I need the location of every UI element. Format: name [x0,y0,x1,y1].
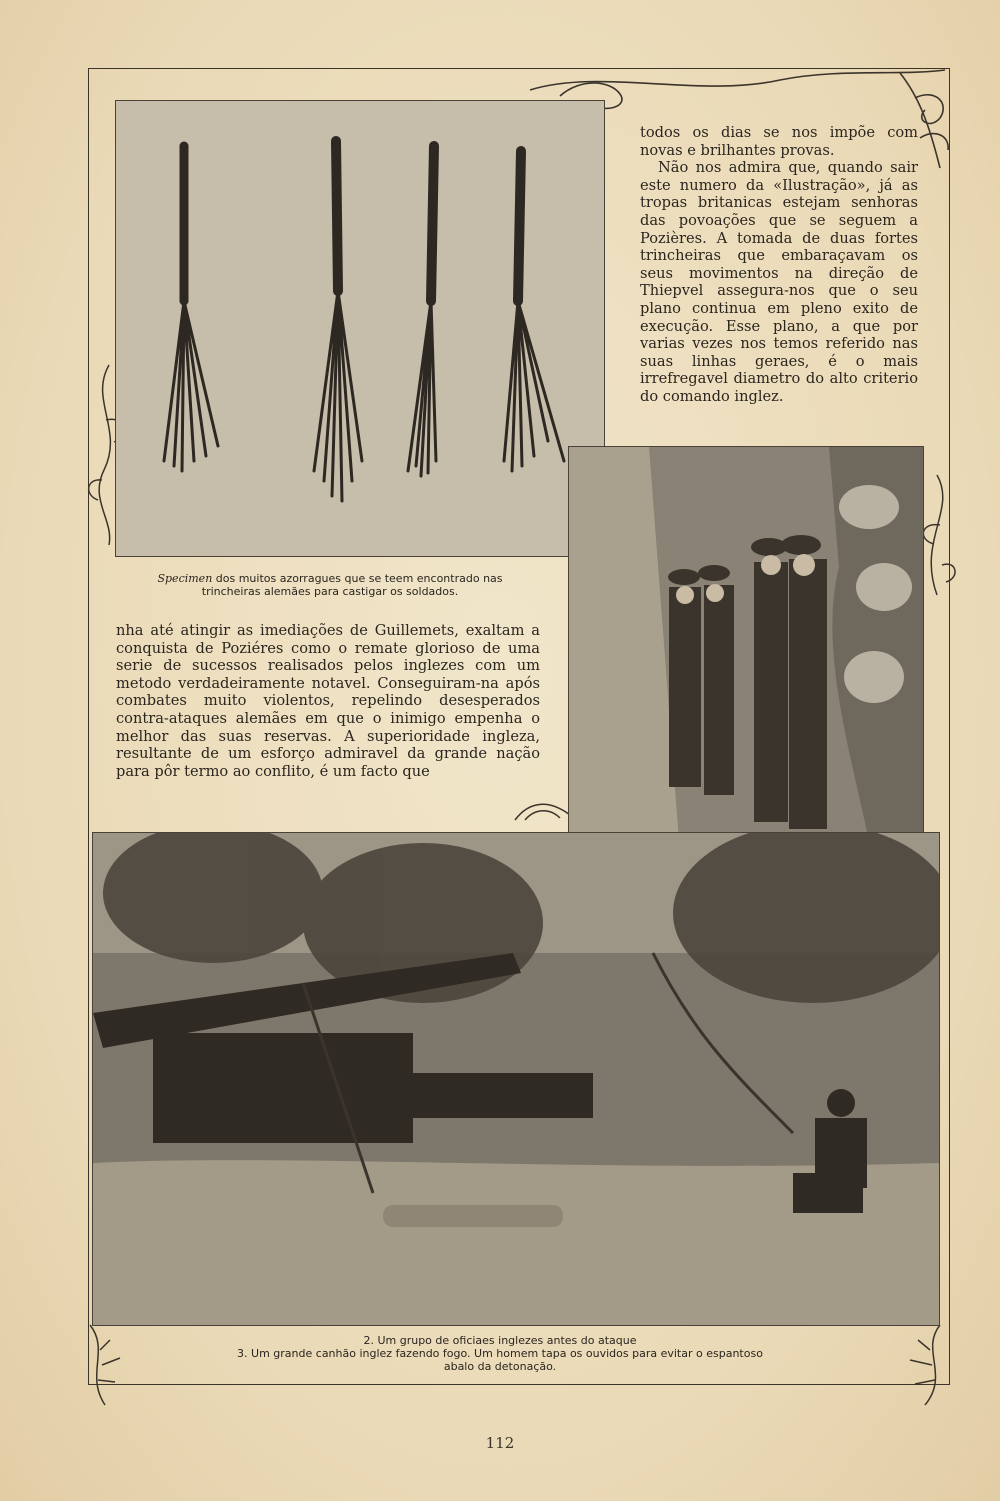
cannon-firing-photo-icon [93,833,939,1325]
caption-line-3: abalo da detonação. [443,1360,557,1373]
whips-photo-icon [116,101,604,556]
top-right-continuation: todos os dias se nos impõe com novas e brilhantes provas. [640,124,918,159]
caption-line-1: 2. Um grupo de oficiaes inglezes antes do ataque [363,1334,637,1347]
caption-whips-italic: Specimen [157,572,213,585]
photo-cannon-firing [92,832,940,1326]
ornament-bottom-left-icon [80,1320,150,1410]
caption-line-2: 3. Um grande canhão inglez fazendo fogo. Um homem tapa os ouvidos para evitar o espantoso [237,1347,763,1360]
top-right-text-block [640,124,918,406]
photo-whips [115,100,605,557]
caption-whips-line1 [110,572,550,585]
caption-whips-line2: trincheiras alemães para castigar os soldados. [201,585,459,598]
caption-whips-line1-text: dos muitos azorragues que se teem encontrado nas [212,572,503,585]
left-column-text [116,622,540,780]
page-number: 112 [485,1434,515,1452]
ornament-bottom-right-icon [880,1320,960,1410]
caption-photos-2-3 [150,1334,850,1373]
caption-whips [110,572,550,598]
photo-officers-trench [568,446,924,842]
left-column-paragraph: nha até atingir as imediações de Guillemets, exaltam a conquista de Poziéres como o remate glorioso de uma serie de sucessos realisados pelos inglezes com um metodo verdadeiramente notavel. Conseguiram-na após combates muito violentos, repelindo desesperados contra-ataques alemães em que o inimigo empenha o melhor das suas reservas. A superioridade ingleza, resultante de um esforço admiravel da grande nação para pôr termo ao conflito, é um facto que [116,622,540,780]
officers-trench-photo-icon [569,447,923,841]
top-right-paragraph: Não nos admira que, quando sair este numero da «Ilustração», já as tropas britanicas estejam senhoras das povoações que se seguem a Pozières. A tomada de duas fortes trincheiras que embaraçavam os seus movimentos na direção de Thiepvel assegura-nos que o seu plano continua em pleno exito de execução. Esse plano, a que por varias vezes nos temos referido nas suas linhas geraes, é o mais irrefregavel diametro do alto criterio do comando inglez. [640,159,918,405]
